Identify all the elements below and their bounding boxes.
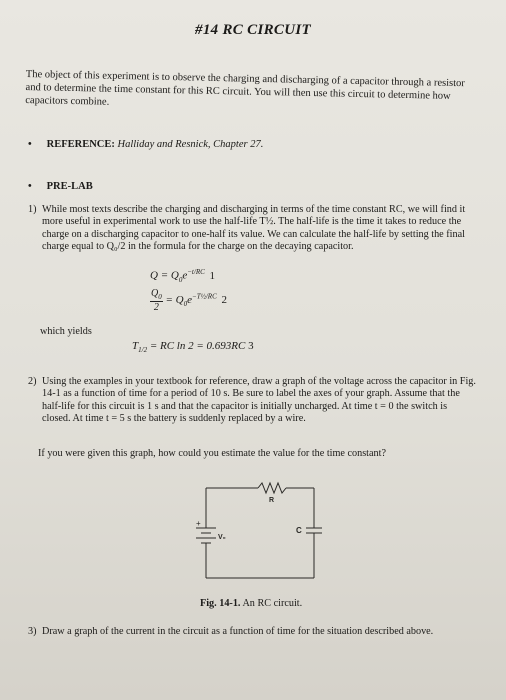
question-text: Using the examples in your textbook for reference, draw a graph of the voltage across the capacitor in Fig. 14-1 as a function of time for a period of 10 s. Be sure to label the axes of your graph. Assume that the half-life for this circuit is 1 s and that the capacitor is initially uncharged. At time t = 0 the switch is closed. At time t = 5 s the battery is suddenly replaced by a wire.	[42, 376, 476, 425]
eq2-exp: −T½/RC	[192, 292, 217, 301]
equation-1	[150, 268, 215, 284]
question-text: Draw a graph of the current in the circuit as a function of time for the situation described above.	[42, 626, 434, 637]
bullet-icon: •	[28, 139, 32, 150]
figure-caption	[200, 598, 302, 609]
eq1-number: 1	[209, 269, 216, 282]
eq2-frac-num-sub: 0	[158, 293, 162, 301]
question-1	[28, 204, 476, 254]
question-number: 1)	[28, 204, 37, 215]
voltage-label: V₀	[218, 534, 226, 541]
eq3-sub: 1/2	[138, 346, 148, 355]
eq2-frac-den: 2	[153, 302, 159, 313]
question-text: While most texts describe the charging and discharging in terms of the time constant RC, we will find it more useful in experimental work to use the half-life T½. The half-life is the time it takes to reduce the charge on a discharging capacitor to one-half its value. We can calculate the half-life by setting the final charge equal to Q₀/2 in the formula for the charge on the decaying capacitor.	[42, 204, 466, 253]
question-number: 3)	[28, 626, 37, 637]
equation-3	[132, 340, 254, 354]
prelab-label: PRE-LAB	[46, 181, 93, 192]
rc-circuit-diagram	[170, 476, 330, 586]
eq3-number: 3	[248, 340, 254, 352]
eq1-e: e	[182, 269, 188, 282]
reference-line	[28, 138, 263, 151]
question-2	[28, 376, 476, 426]
which-yields: which yields	[40, 326, 92, 337]
eq2-fraction	[150, 288, 163, 313]
question-number: 2)	[28, 376, 37, 387]
page-title: #14 RC CIRCUIT	[195, 22, 311, 38]
equation-2	[150, 288, 227, 313]
resistor-label: R	[269, 497, 275, 504]
eq2-rhs: = Q	[165, 294, 184, 307]
prelab-heading	[28, 180, 93, 193]
reference-label: REFERENCE:	[46, 139, 115, 150]
eq1-exp: −t/RC	[187, 268, 205, 276]
plus-sign: +	[196, 519, 201, 528]
eq2-e: e	[187, 294, 192, 307]
eq1-lhs: Q = Q	[150, 269, 179, 282]
estimate-question: If you were given this graph, how could you estimate the value for the time constant?	[38, 448, 386, 459]
resistor-symbol	[258, 483, 286, 493]
eq3-t: T	[132, 340, 139, 352]
question-3	[28, 626, 476, 638]
caption-bold: Fig. 14-1.	[200, 598, 241, 609]
capacitor-label: C	[296, 526, 302, 535]
eq1-sub: 0	[178, 275, 183, 284]
bullet-icon: •	[28, 181, 32, 192]
eq2-sub: 0	[183, 300, 188, 309]
eq2-number: 2	[221, 294, 228, 307]
caption-rest: An RC circuit.	[240, 598, 303, 609]
intro-paragraph: The object of this experiment is to observe the charging and discharging of a capacitor through a resistor and to determine the time constant for this RC circuit. You will then use this circuit to determine how capacitors combine.	[25, 68, 465, 108]
eq3-rhs: = RC ln 2 = 0.693RC	[147, 340, 246, 352]
reference-text: Halliday and Resnick, Chapter 27.	[117, 139, 264, 150]
eq2-frac-num: Q	[151, 288, 159, 299]
